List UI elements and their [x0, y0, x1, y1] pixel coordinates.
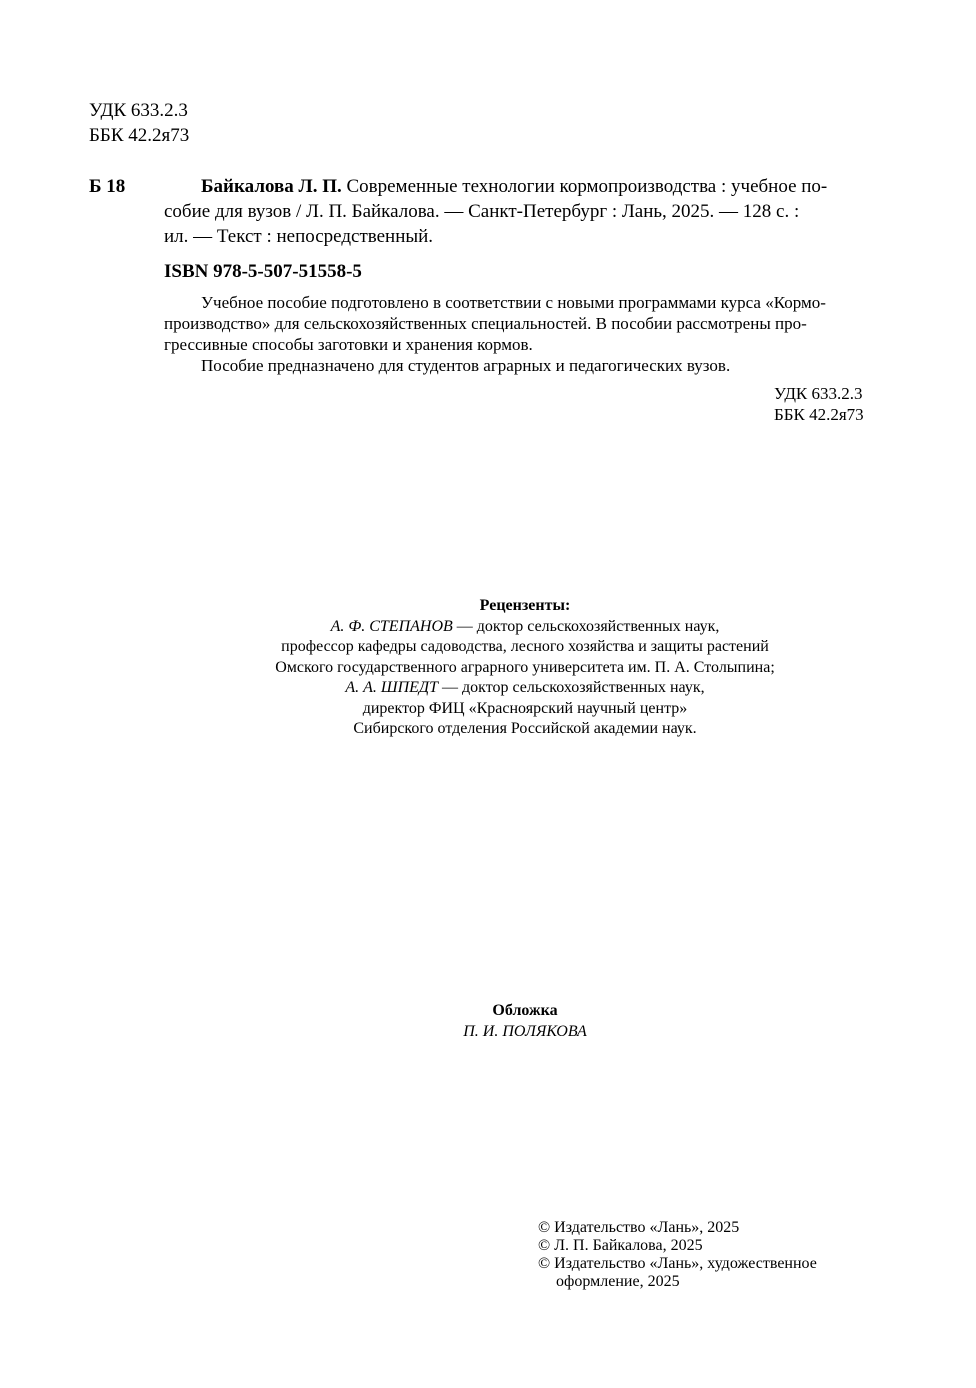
- bbk-code-bottom: ББК 42.2я73: [774, 405, 864, 424]
- reviewer-2-affiliation: Сибирского отделения Российской академии наук.: [353, 720, 697, 737]
- cover-credit: [164, 1001, 886, 1042]
- copyright-author: © Л. П. Байкалова, 2025: [538, 1237, 703, 1254]
- classification-codes-bottom: [774, 383, 864, 425]
- copyright-design-line1: © Издательство «Лань», художественное: [538, 1255, 817, 1272]
- classification-codes-top: [89, 98, 189, 148]
- annotation-line2: производство» для сельскохозяйственных специальностей. В пособии рассмотрены про-: [164, 314, 807, 333]
- copyright-publisher: © Издательство «Лань», 2025: [538, 1219, 740, 1236]
- cover-designer: П. И. ПОЛЯКОВА: [463, 1022, 587, 1040]
- annotation-line1: Учебное пособие подготовлено в соответствии с новыми программами курса «Кормо-: [201, 293, 826, 312]
- annotation: [164, 292, 886, 376]
- reviewers-heading: Рецензенты:: [479, 597, 571, 614]
- reviewer-1-affiliation: Омского государственного аграрного университета им. П. А. Столыпина;: [275, 658, 775, 676]
- bib-author: Байкалова Л. П.: [201, 176, 342, 197]
- annotation-line3: грессивные способы заготовки и хранения кормов.: [164, 335, 533, 354]
- udk-code: УДК 633.2.3: [89, 100, 188, 121]
- reviewer-1-position: профессор кафедры садоводства, лесного хозяйства и защиты растений: [281, 638, 769, 655]
- reviewer-2-degree: — доктор сельскохозяйственных наук,: [438, 679, 705, 696]
- copyright-design-line2: оформление, 2025: [556, 1273, 680, 1290]
- udk-code-bottom: УДК 633.2.3: [774, 384, 863, 403]
- reviewers-block: [164, 596, 886, 740]
- reviewer-2-name: А. А. ШПЕДТ: [345, 679, 438, 696]
- bib-title-line1: Современные технологии кормопроизводства : учебное по-: [341, 176, 828, 197]
- bibliographic-record: [164, 174, 886, 249]
- reviewer-2-position: директор ФИЦ «Красноярский научный центр»: [362, 699, 688, 717]
- bib-title-line2: собие для вузов / Л. П. Байкалова. — Санкт-Петербург : Лань, 2025. — 128 с. :: [164, 201, 800, 222]
- bbk-code: ББК 42.2я73: [89, 125, 190, 146]
- author-mark: Б 18: [89, 176, 126, 197]
- isbn: ISBN 978-5-507-51558-5: [164, 261, 362, 282]
- annotation-line4: Пособие предназначено для студентов аграрных и педагогических вузов.: [201, 356, 731, 375]
- reviewer-1-degree: — доктор сельскохозяйственных наук,: [452, 617, 720, 635]
- cover-heading: Обложка: [492, 1002, 558, 1019]
- copyright-block: [538, 1219, 817, 1291]
- bib-title-line3: ил. — Текст : непосредственный.: [164, 226, 434, 247]
- reviewer-1-name: А. Ф. СТЕПАНОВ: [330, 617, 453, 635]
